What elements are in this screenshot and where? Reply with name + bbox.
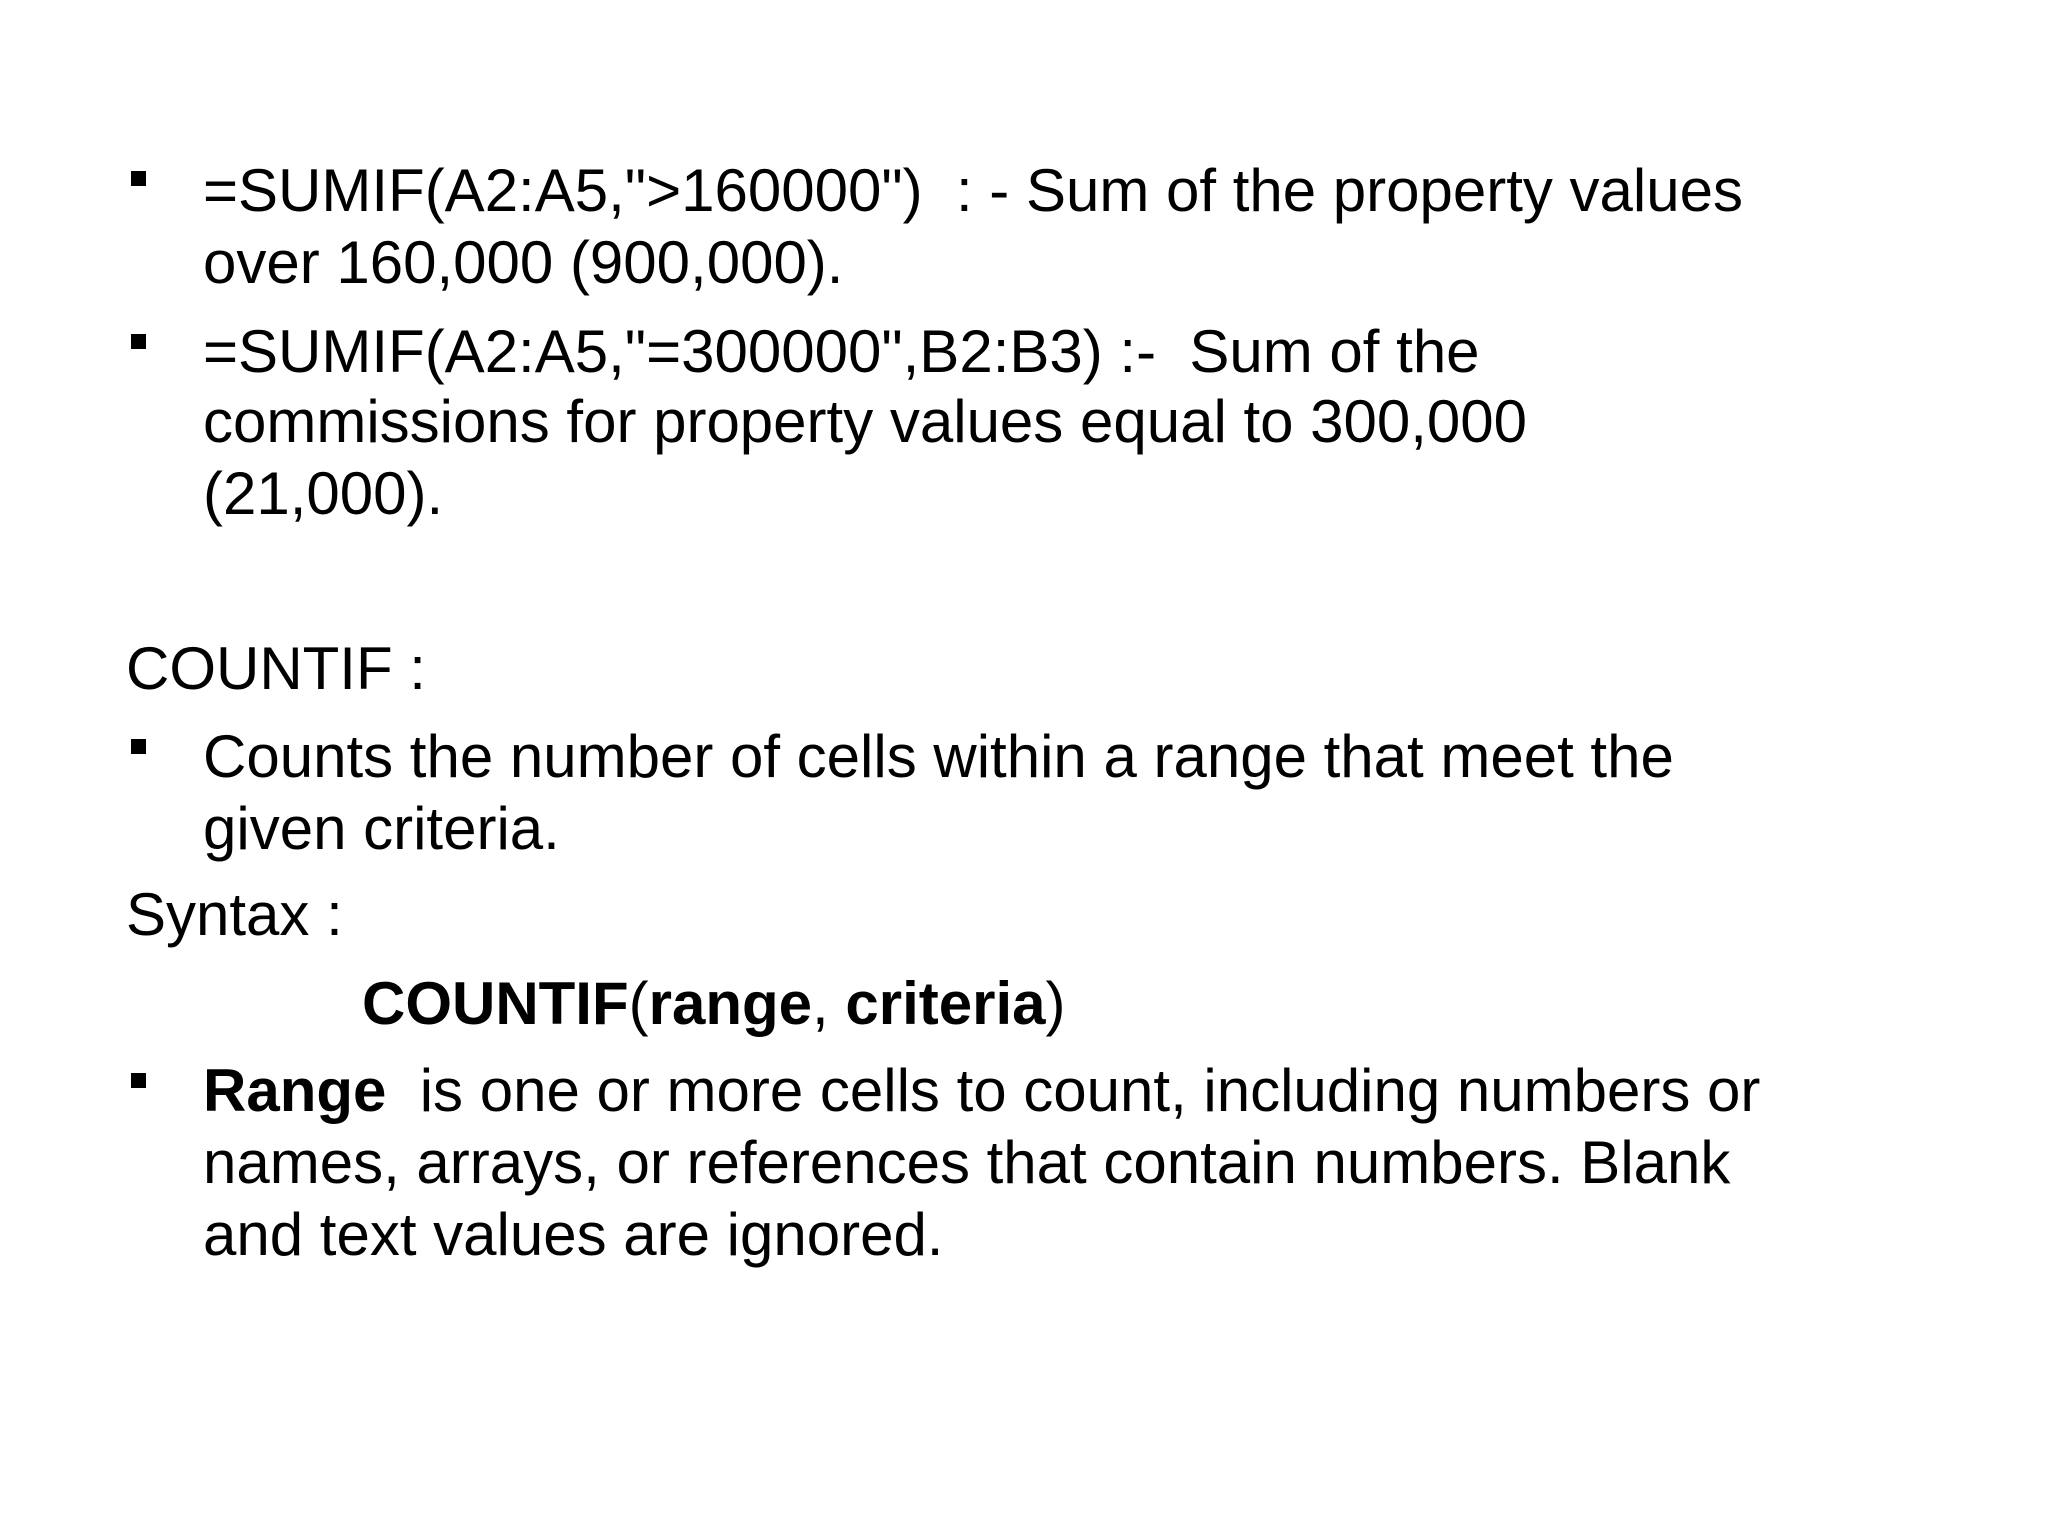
range-note-line-2: names, arrays, or references that contain numbers. Blank [203,1129,1731,1196]
syntax-close-paren: ) [1045,970,1066,1037]
sumif-example-2-line-3: (21,000). [203,460,444,527]
syntax-arg-criteria: criteria [845,970,1046,1037]
sumif-example-2-line-1: =SUMIF(A2:A5,"=300000",B2:B3) :- Sum of the [203,318,1480,385]
syntax-function-name: COUNTIF [362,970,629,1037]
range-note-line-1 [203,1055,1760,1127]
range-note-line-3: and text values are ignored. [203,1201,944,1268]
countif-description-line-2: given criteria. [203,795,560,862]
bullet-square-icon [131,334,146,349]
countif-syntax [362,968,1065,1040]
bullet-square-icon [131,1073,146,1088]
bullet-square-icon [131,739,146,754]
sumif-example-1-line-1: =SUMIF(A2:A5,">160000") : - Sum of the property values [203,157,1743,224]
range-term: Range [203,1057,387,1124]
range-note-line-1-rest: is one or more cells to count, including numbers or [386,1057,1761,1124]
bullet-square-icon [131,171,146,186]
syntax-open-paren: ( [628,970,649,1037]
countif-heading: COUNTIF : [126,635,426,702]
syntax-arg-range: range [648,970,813,1037]
sumif-example-1-line-2: over 160,000 (900,000). [203,229,844,296]
syntax-separator: , [812,970,846,1037]
sumif-example-2-line-2: commissions for property values equal to 300,000 [203,388,1528,455]
countif-description-line-1: Counts the number of cells within a range that meet the [203,723,1674,790]
syntax-label: Syntax : [126,881,343,948]
